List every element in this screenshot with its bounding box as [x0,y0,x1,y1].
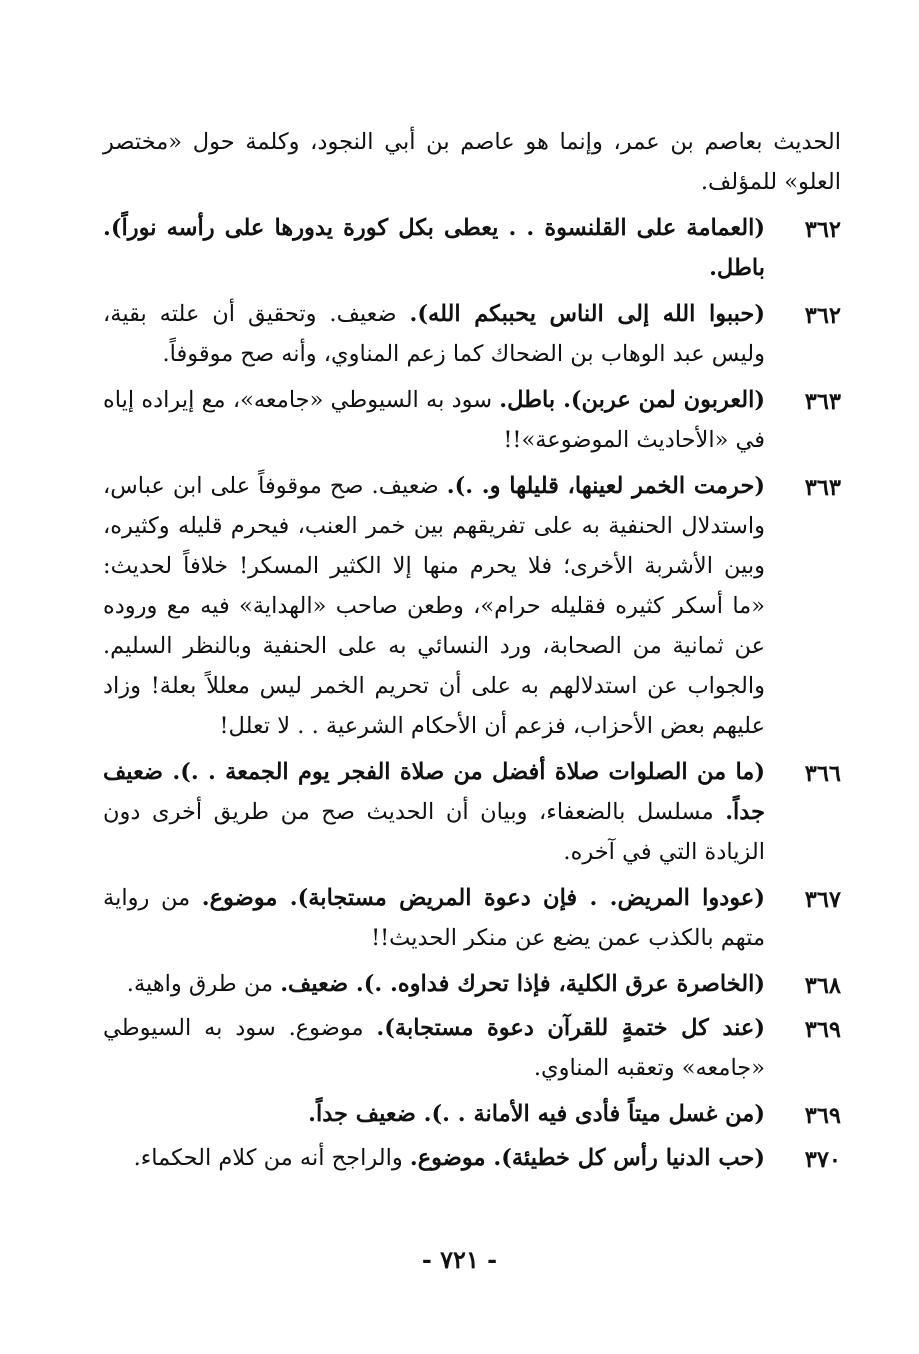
entry-hadith-text: (العربون لمن عربن). باطل. [499,387,765,413]
entry-commentary: والراجح أنه من كلام الحكماء. [133,1145,410,1171]
entry-hadith-text: (من غسل ميتاً فأدى فيه الأمانة . .). ضعيف جداً. [308,1101,765,1127]
entry-number: ٣٦٢ [804,303,841,329]
entry-number: ٣٦٨ [804,973,841,999]
entry-number: ٣٦٩ [804,1017,841,1043]
entry-commentary: ضعيف. وتحقيق أن علته بقية، وليس عبد الوهاب بن الضحاك كما زعم المناوي، وأنه صح موقوفاً. [103,301,765,367]
hadith-entry [103,208,841,288]
entry-hadith-text: (حب الدنيا رأس كل خطيئة). موضوع. [409,1145,765,1171]
hadith-entry [103,964,841,1004]
entry-commentary: موضوع. سود به السيوطي «جامعه» وتعقبه المناوي. [103,1015,765,1081]
hadith-entry [103,380,841,460]
entry-commentary: مسلسل بالضعفاء، وبيان أن الحديث صح من طريق أخرى دون الزيادة التي في آخره. [103,799,765,865]
hadith-entry [103,878,841,958]
hadith-entry [103,1138,841,1178]
entry-commentary: سود به السيوطي «جامعه»، مع إيراده إياه في «الأحاديث الموضوعة»!! [103,387,765,453]
entry-hadith-text: (عند كل ختمةٍ للقرآن دعوة مستجابة). [376,1015,766,1041]
entry-hadith-text: (ما من الصلوات صلاة أفضل من صلاة الفجر يوم الجمعة . .). ضعيف جداً. [103,759,765,825]
entry-number: ٣٦٣ [804,389,841,415]
entry-hadith-text: (حرمت الخمر لعينها، قليلها و. .). [446,473,765,499]
entry-hadith-text: (حببوا الله إلى الناس يحببكم الله). [409,301,765,327]
hadith-entry [103,466,841,746]
entry-number: ٣٦٦ [804,761,841,787]
entry-number: ٣٦٧ [804,887,841,913]
page-content [103,122,841,1182]
entry-commentary: من رواية متهم بالكذب عمن يضع عن منكر الحديث!! [103,885,765,951]
entry-number: ٣٦٣ [804,475,841,501]
entry-hadith-text: (الخاصرة عرق الكلية، فإذا تحرك فداوه. .). ضعيف. [280,971,765,997]
hadith-entry [103,294,841,374]
entry-commentary: من طرق واهية. [126,971,281,997]
entry-number: ٣٦٢ [804,217,841,243]
entry-number: ٣٧٠ [804,1147,841,1173]
hadith-entry [103,752,841,872]
entry-hadith-text: (العمامة على القلنسوة . . يعطى بكل كورة يدورها على رأسه نوراً). باطل. [103,215,765,281]
entry-number: ٣٦٩ [804,1103,841,1129]
entry-hadith-text: (عودوا المريض. . فإن دعوة المريض مستجابة). موضوع. [201,885,766,911]
intro-paragraph: الحديث بعاصم بن عمر، وإنما هو عاصم بن أبي النجود، وكلمة حول «مختصر العلو» للمؤلف. [103,129,841,195]
hadith-entry [103,1094,841,1134]
entry-commentary: ضعيف. صح موقوفاً على ابن عباس، واستدلال الحنفية به على تفريقهم بين خمر العنب، فيحرم قليله وكثيره، وبين الأشربة الأخرى؛ فلا يحرم منها إلا الكثير المسكر! خلافاً لحديث: «ما أسكر كثيره فقليله حرام»، وطعن صاحب «الهداية» فيه مع وروده عن ثمانية من الصحابة، ورد النسائي به على الحنفية وبالنظر السليم. والجواب عن استدلالهم به على أن تحريم الخمر ليس معللاً بعلة! وزاد عليهم بعض الأحزاب، فزعم أن الأحكام الشرعية . . لا تعلل! [103,473,765,739]
hadith-entry [103,1008,841,1088]
page-number: - ٧٢١ - [421,1245,498,1274]
